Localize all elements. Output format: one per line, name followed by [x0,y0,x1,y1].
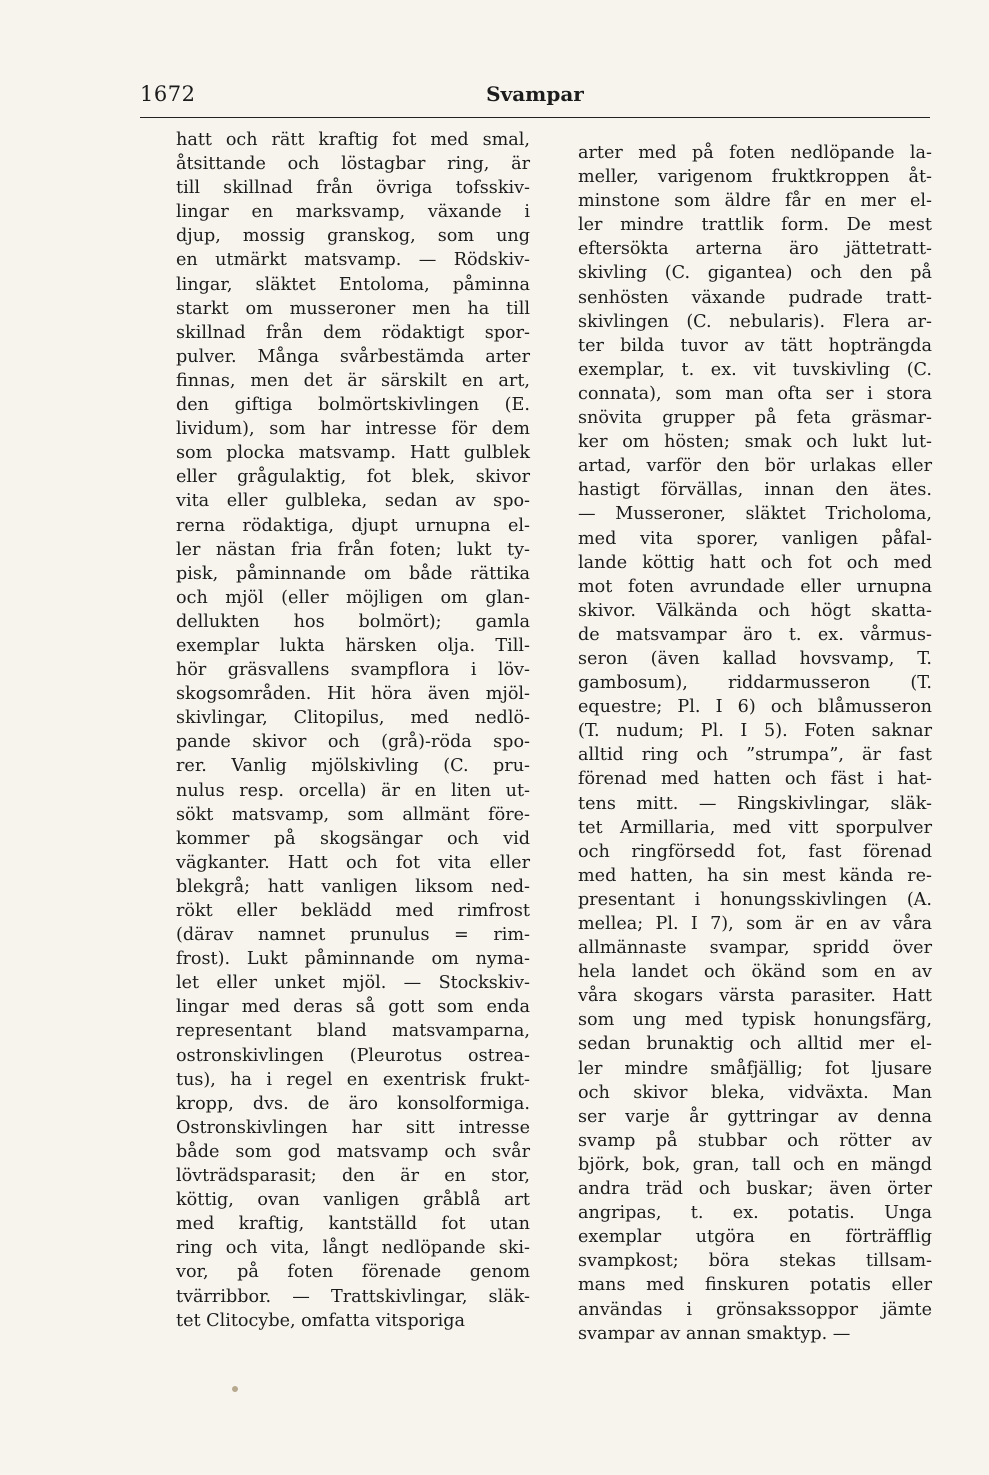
text-line: svampkost; böra stekas tillsam- [578,1251,932,1272]
text-line: med vita sporer, vanligen påfal- [578,528,932,549]
text-line: nulus resp. orcella) är en liten ut- [176,780,530,801]
text-line: som ung med typisk honungsfärg, [578,1010,932,1031]
text-line: köttig, ovan vanligen gråblå art [176,1190,530,1211]
text-line: equestre; Pl. I 6) och blåmusseron [578,697,932,718]
text-line: tens mitt. — Ringskivlingar, släk- [578,793,932,814]
text-line: rerna rödaktiga, djupt urnupna el- [176,515,530,536]
text-line: exemplar utgöra en förträfflig [578,1227,932,1248]
text-line: eller grågulaktig, fot blek, skivor [176,467,530,488]
text-line: senhösten växande pudrade tratt- [578,287,932,308]
text-line: både som god matsvamp och svår [176,1141,530,1162]
text-line: sökt matsvamp, som allmänt före- [176,804,530,825]
text-line: svamp på stubbar och rötter av [578,1130,932,1151]
text-line: sedan brunaktig och alltid mer el- [578,1034,932,1055]
left-text-column [176,128,530,1333]
text-line: blekgrå; hatt vanligen liksom ned- [176,876,530,897]
text-line: svampar av annan smaktyp. — [578,1323,851,1344]
page-dot-mark [232,1386,238,1392]
text-line: lividum), som har intresse för dem [176,419,530,440]
text-line: frost). Lukt påminnande om nyma- [176,949,530,970]
text-line: — Musseroner, släktet Tricholoma, [578,504,932,525]
text-line: mellea; Pl. I 7), som är en av våra [578,914,932,934]
right-text-column [578,141,932,1346]
text-line: finnas, men det är särskilt en art, [176,370,530,391]
text-line: skillnad från dem rödaktigt spor- [176,322,530,343]
text-line: och skivor bleka, vidväxta. Man [578,1082,932,1103]
text-line: ler mindre småfjällig; fot ljusare [578,1058,932,1079]
text-line: pande skivor och (grå)-röda spo- [176,732,530,753]
text-line: ler nästan fria från foten; lukt ty- [176,539,530,560]
text-line: alltid ring och ”strumpa”, är fast [578,745,932,766]
page-number: 1672 [140,82,196,106]
text-line: vor, på foten förenade genom [176,1262,530,1283]
text-line: till skillnad från övriga tofsskiv- [176,178,530,199]
text-line: andra träd och buskar; även örter [578,1179,932,1200]
text-line: den giftiga bolmörtskivlingen (E. [176,395,530,416]
text-line: hatt och rätt kraftig fot med smal, [176,130,530,150]
text-line: våra skogars värsta parasiter. Hatt [578,986,932,1007]
text-line: gambosum), riddarmusseron (T. [578,673,932,694]
text-line: användas i grönsakssoppor jämte [578,1299,932,1320]
text-line: djup, mossig granskog, som ung [176,226,530,247]
text-line: lingar, släktet Entoloma, påminna [176,274,530,295]
text-line: (därav namnet prunulus = rim- [176,925,530,946]
text-line: en utmärkt matsvamp. — Rödskiv- [176,250,530,271]
header-rule [140,117,930,118]
text-line: pulver. Många svårbestämda arter [176,346,530,367]
text-line: meller, varigenom fruktkroppen åt- [578,167,932,188]
text-line: som plocka matsvamp. Hatt gulblek [176,443,530,464]
text-line: representant bland matsvamparna, [176,1021,530,1042]
text-line: kropp, dvs. de äro konsolformiga. [176,1093,530,1114]
text-line: ker om hösten; smak och lukt lut- [578,432,932,453]
text-line: skogsområden. Hit höra även mjöl- [176,684,530,705]
text-line: hör gräsvallens svampflora i löv- [176,660,530,681]
text-line: ring och vita, långt nedlöpande ski- [176,1238,530,1259]
text-line: lövträdsparasit; den är en stor, [176,1166,530,1187]
text-line: och ringförsedd fot, fast förenad [578,841,932,862]
text-line: kommer på skogsängar och vid [176,828,530,849]
text-line: eftersökta arterna äro jättetratt- [578,239,932,260]
running-title: Svampar [486,82,584,106]
text-line: lingar med deras så gott som enda [176,997,530,1018]
text-line: allmännaste svampar, spridd över [578,938,932,959]
text-line: vita eller gulbleka, sedan av spo- [176,491,530,512]
text-line: hastigt förvällas, innan den ätes. [578,480,932,501]
text-line: skivlingen (C. nebularis). Flera ar- [578,311,932,332]
text-line: Ostronskivlingen har sitt intresse [176,1117,530,1138]
text-line: snövita grupper på feta gräsmar- [578,408,932,429]
text-line: connata), som man ofta ser i stora [578,383,932,404]
text-line: tus), ha i regel en exentrisk frukt- [176,1069,530,1090]
text-line: de matsvampar äro t. ex. vårmus- [578,624,932,645]
text-line: dellukten hos bolmört); gamla [176,611,530,632]
text-line: lande köttig hatt och fot och med [578,552,932,573]
text-line: rökt eller beklädd med rimfrost [176,901,530,921]
text-line: presentant i honungsskivlingen (A. [578,889,932,910]
text-line: med kraftig, kantställd fot utan [176,1214,530,1235]
text-line: lingar en marksvamp, växande i [176,202,530,223]
text-line: arter med på foten nedlöpande la- [578,143,932,163]
text-line: mot foten avrundade eller urnupna [578,576,932,597]
text-line: (T. nudum; Pl. I 5). Foten saknar [578,721,932,742]
text-line: med hatten, ha sin mest kända re- [578,865,932,886]
text-line: exemplar, t. ex. vit tuvskivling (C. [578,359,932,380]
text-line: skivor. Välkända och högt skatta- [578,600,932,621]
text-line: angripas, t. ex. potatis. Unga [578,1203,932,1224]
text-line: mans med finskuren potatis eller [578,1275,932,1296]
text-line: exemplar lukta härsken olja. Till- [176,635,530,656]
text-line: ser varje år gyttringar av denna [578,1106,932,1127]
text-line: rer. Vanlig mjölskivling (C. pru- [176,756,530,777]
page-header [140,76,930,116]
text-line: tvärribbor. — Trattskivlingar, släk- [176,1286,530,1307]
text-line: skivlingar, Clitopilus, med nedlö- [176,708,530,729]
text-line: ter bilda tuvor av tätt hopträngda [578,335,932,356]
text-line: björk, bok, gran, tall och en mängd [578,1154,932,1175]
text-line: let eller unket mjöl. — Stockskiv- [176,973,530,994]
text-line: ler mindre trattlik form. De mest [578,215,932,236]
text-line: tet Armillaria, med vitt sporpulver [578,817,932,838]
text-line: artad, varför den bör urlakas eller [578,456,932,477]
text-line: skivling (C. gigantea) och den på [578,263,932,284]
text-line: pisk, påminnande om både rättika [176,563,530,584]
text-line: och mjöl (eller möjligen om glan- [176,587,530,608]
text-line: seron (även kallad hovsvamp, T. [578,648,932,669]
text-line: åtsittande och löstagbar ring, är [176,154,530,175]
text-line: förenad med hatten och fäst i hat- [578,769,932,790]
text-line: vägkanter. Hatt och fot vita eller [176,852,530,873]
text-line: ostronskivlingen (Pleurotus ostrea- [176,1045,530,1066]
text-line: minstone som äldre får en mer el- [578,191,932,212]
text-line: hela landet och ökänd som en av [578,962,932,983]
text-line: tet Clitocybe, omfatta vitsporiga [176,1310,465,1331]
text-line: starkt om musseroner men ha till [176,298,530,319]
